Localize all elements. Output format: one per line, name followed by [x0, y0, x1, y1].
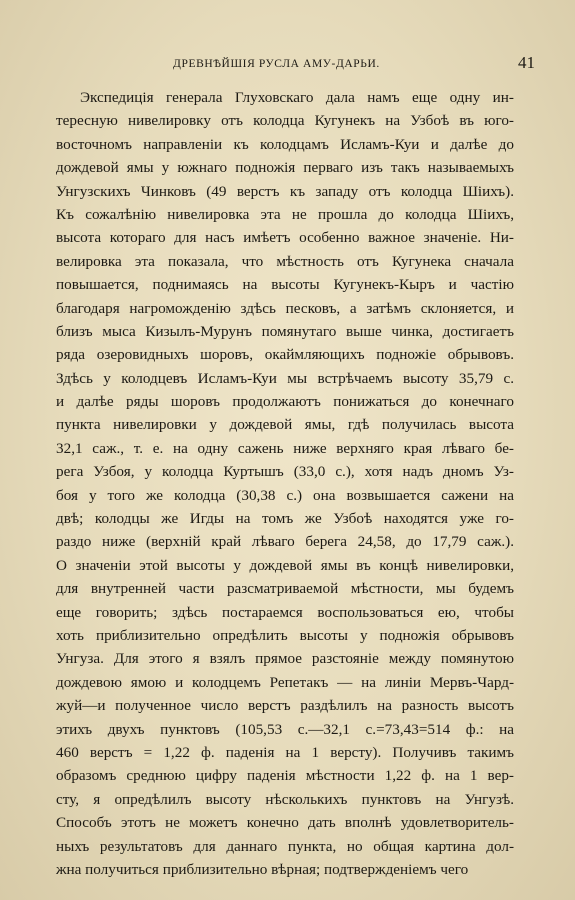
text-line: пункта нивелировки у дождевой ямы, гдѣ получилась высота — [56, 416, 514, 434]
text-line: высота котораго для насъ имѣетъ особенно важное значеніе. Ни- — [56, 229, 514, 247]
text-line: жуй—и полученное число верстъ раздѣлилъ на разность высотъ — [56, 697, 514, 715]
text-line: образомъ среднюю цифру паденія мѣстности 1,22 ф. на 1 вер- — [56, 767, 514, 785]
text-line: благодаря нагроможденію здѣсь песковъ, а затѣмъ склоняется, и — [56, 299, 514, 317]
text-line: Способъ этотъ не можетъ конечно дать вполнѣ удовлетворитель- — [56, 814, 514, 832]
body-text — [56, 86, 514, 881]
page-number: 41 — [518, 53, 535, 72]
text-line: и далѣе ряды шоровъ продолжаютъ понижаться до конечнаго — [56, 393, 514, 411]
text-line: рега Узбоя, у колодца Куртышъ (33,0 с.), хотя надъ дномъ Уз- — [56, 463, 514, 481]
page-header — [56, 53, 535, 78]
text-line: для внутренней части разсматриваемой мѣстности, мы будемъ — [56, 580, 514, 598]
text-line: 460 верстъ = 1,22 ф. паденія на 1 версту). Получивъ такимъ — [56, 743, 514, 761]
text-line: жна получиться приблизительно вѣрная; подтвержденіемъ чего — [56, 860, 469, 878]
text-line: еще говорить; здѣсь постараемся воспользоваться ею, чтобы — [56, 603, 514, 621]
text-line: повышается, поднимаясь на высоты Кугунекъ-Кыръ и частію — [56, 276, 514, 294]
text-line: Къ сожалѣнію нивелировка эта не прошла до колодца Шіихъ, — [56, 205, 514, 223]
text-line: дождевою ямою и колодцемъ Репетакъ — на линіи Мервъ-Чард- — [56, 673, 514, 691]
text-line: сту, я опредѣлилъ высоту нѣсколькихъ пунктовъ на Унгузѣ. — [56, 790, 514, 808]
text-line: Здѣсь у колодцевъ Исламъ-Куи мы встрѣчаемъ высоту 35,79 с. — [56, 369, 514, 387]
text-line: О значеніи этой высоты у дождевой ямы въ концѣ нивелировки, — [56, 556, 514, 574]
text-line: Унгуза. Для этого я взялъ прямое разстояніе между помянутою — [56, 650, 514, 668]
text-line: велировка эта показала, что мѣстность отъ Кугунека сначала — [56, 252, 514, 270]
text-line: близъ мыса Кизылъ-Мурунъ помянутаго выше чинка, достигаетъ — [56, 322, 514, 340]
text-line: восточномъ направленіи къ колодцамъ Исламъ-Куи и далѣе до — [56, 135, 514, 153]
text-line: ныхъ результатовъ для даннаго пункта, но общая картина дол- — [56, 837, 514, 855]
text-line: хоть приблизительно опредѣлить высоты у подножія обрывовъ — [56, 626, 514, 644]
text-line: 32,1 саж., т. е. на одну сажень ниже верхняго края лѣваго бе- — [56, 439, 514, 457]
text-line: Унгузскихъ Чинковъ (49 верстъ къ западу отъ колодца Шіихъ). — [56, 182, 514, 200]
text-line: ряда озеровидныхъ шоровъ, окаймляющихъ подножіе обрывовъ. — [56, 346, 514, 364]
running-head: ДРЕВНѢЙШІЯ РУСЛА АМУ-ДАРЬИ. — [173, 58, 380, 70]
text-line: Экспедиція генерала Глуховскаго дала намъ еще одну ин- — [80, 89, 514, 106]
text-line: тересную нивелировку отъ колодца Кугунекъ на Узбоѣ въ юго- — [56, 112, 514, 130]
text-line: дождевой ямы у южнаго подножія перваго изъ такъ называемыхъ — [56, 159, 514, 177]
text-line: раздо ниже (верхній край лѣваго берега 24,58, до 17,79 саж.). — [56, 533, 514, 551]
text-line: этихъ двухъ пунктовъ (105,53 с.—32,1 с.=73,43=514 ф.: на — [56, 720, 514, 738]
text-line: двѣ; колодцы же Игды на томъ же Узбоѣ находятся уже го- — [56, 510, 514, 528]
text-line: боя у того же колодца (30,38 с.) она возвышается сажени на — [56, 486, 514, 504]
